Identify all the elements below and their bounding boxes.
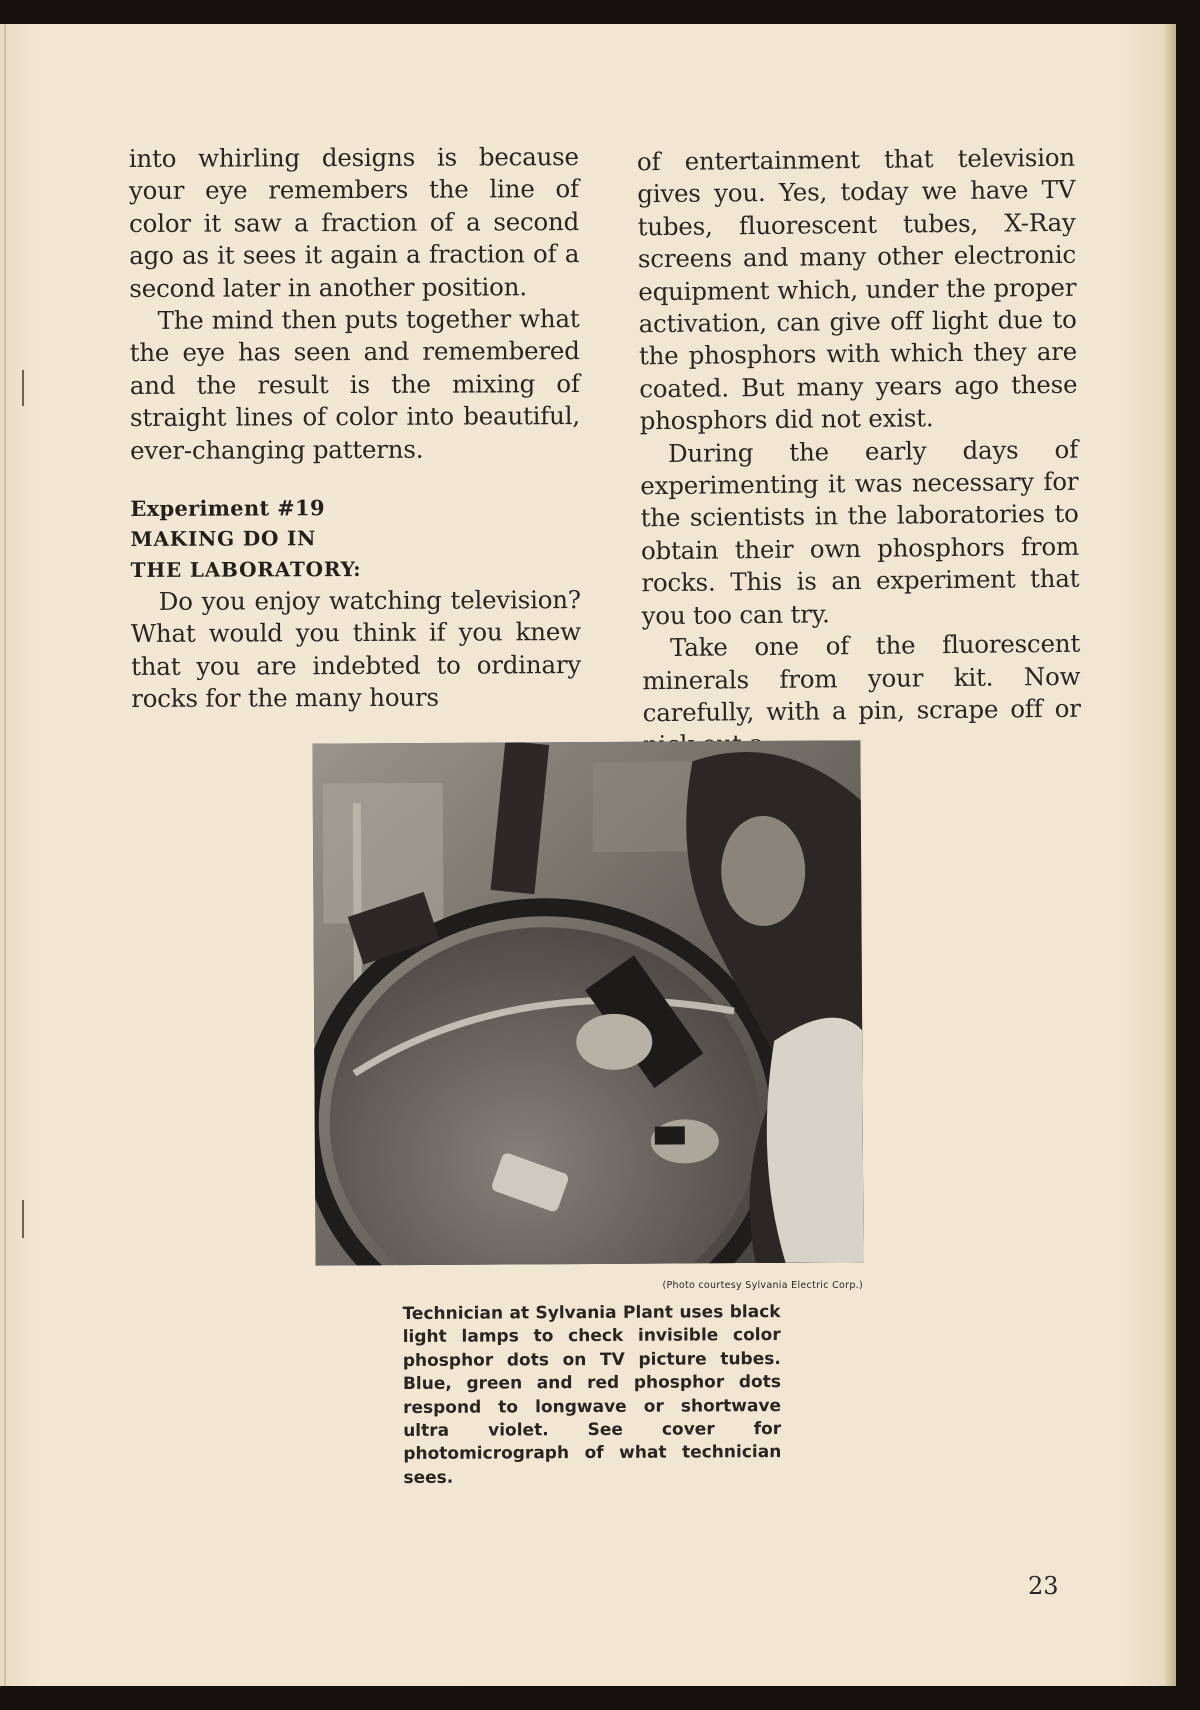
experiment-title-line: MAKING DO IN — [130, 526, 317, 552]
paragraph: of entertainment that television gives you. Yes, today we have TV tubes, fluorescent tubes, X-Ray screens and many other electronic equipment which, under the proper activation, can give off light due to the phosphors with which they are coated. But many years ago these phosphors did not exist. — [636, 142, 1078, 436]
left-text-column — [129, 141, 581, 716]
experiment-title-line: THE LABORATORY: — [130, 557, 362, 583]
page-number: 23 — [1028, 1572, 1059, 1600]
paragraph: The mind then puts together what the eye has seen and remembered and the result is the mixing of straight lines of color into beautiful, ever-changing patterns. — [129, 304, 581, 465]
photo-credit: (Photo courtesy Sylvania Electric Corp.) — [662, 1280, 863, 1291]
experiment-number: Experiment #19 — [130, 495, 325, 522]
photo-caption: Technician at Sylvania Plant uses black light lamps to check invisible color phosphor dots on TV picture tubes. Blue, green and red phosphor dots respond to longwave or shortwave ultra violet. See cover for photomicrograph of what technician sees. — [402, 1302, 782, 1488]
binding-mark — [22, 1200, 24, 1238]
paragraph: During the early days of experimenting it was necessary for the scientists in the laboratories to obtain their own phosphors from rocks. This is an experiment that you too can try. — [640, 434, 1080, 630]
paragraph: Do you enjoy watching television? What would you think if you knew that you are indebted to ordinary rocks for the many hours — [130, 585, 582, 714]
paragraph: Take one of the fluorescent minerals from your kit. Now carefully, with a pin, scrape off or — [642, 628, 1081, 728]
binding-mark — [22, 370, 24, 406]
page-edge — [1164, 24, 1176, 1686]
book-page — [0, 24, 1176, 1686]
technician-photo — [312, 740, 863, 1265]
right-text-column — [637, 142, 1081, 762]
page-gutter — [4, 24, 6, 1686]
paragraph: into whirling designs is because your eye remembers the line of color it saw a fraction of a second ago as it sees it again a fraction of a second later in another position. — [128, 142, 580, 303]
